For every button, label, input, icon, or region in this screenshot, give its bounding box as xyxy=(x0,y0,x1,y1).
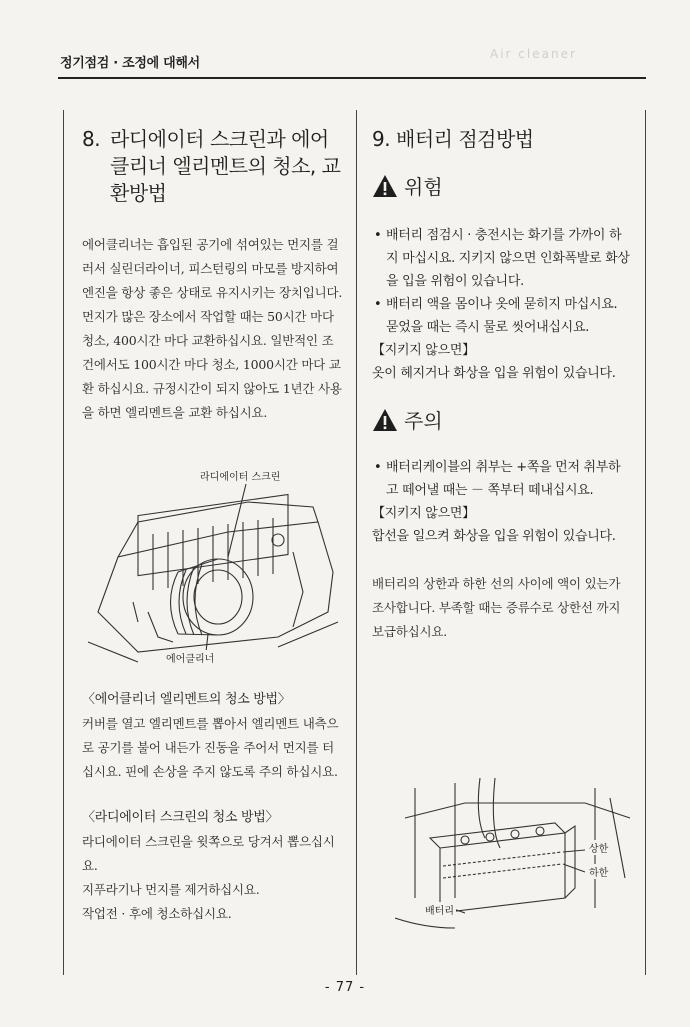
section-8-intro: 에어클리너는 흡입된 공기에 섞여있는 먼지를 걸러서 실린더라이너, 피스턴링의 마모를 방지하여 엔진을 항상 좋은 상태로 유지시키는 장치입니다. 먼지가 많은 장소에서 작업할 때는 50시간 마다 청소, 400시간 마다 교환하십시요. 일반적인 조건에서도 100시간 마다 청소, 1000시간 마다 교환 하십시요. 규정시간이 되지 않아도 1년간 사용을 하면 엘리멘트을 교환 하십시요. xyxy=(82,237,343,420)
page-number: - 77 - xyxy=(324,980,366,995)
label-radiator-screen: 라디에이터 스크린 xyxy=(198,468,282,483)
header-rule xyxy=(58,77,646,79)
section-9-title xyxy=(372,126,632,153)
header-faint-text: Air cleaner xyxy=(490,47,577,61)
caution-ifnot-label: 【지키지 않으면】 xyxy=(372,506,475,521)
battery-figure xyxy=(395,778,635,938)
label-upper-level: 상한 xyxy=(587,840,610,855)
danger-heading xyxy=(372,171,632,200)
column-rule-right xyxy=(645,110,646,975)
danger-ifnot-text: 옷이 헤지거나 화상을 입을 위험이 있습니다. xyxy=(372,366,616,381)
page-header-title: 정기점검 · 조정에 대해서 xyxy=(60,56,200,71)
caution-item: • 배터리케이블의 취부는 +쪽을 먼저 취부하고 떼어낼 때는 － 쪽부터 떼내십시요. xyxy=(372,456,632,502)
column-rule-left xyxy=(63,110,64,975)
air-cleaner-figure xyxy=(78,462,346,672)
label-lower-level: 하한 xyxy=(587,864,610,879)
sub2-line1: 라디에이터 스크린을 윗쪽으로 당겨서 뽑으십시요. xyxy=(82,834,335,873)
danger-ifnot-label: 【지키지 않으면】 xyxy=(372,343,475,358)
caution-list xyxy=(372,456,632,502)
danger-list xyxy=(372,224,632,316)
sub1-title: 〈에어클리너 엘리멘트의 청소 방법〉 xyxy=(82,692,291,707)
warning-triangle-icon xyxy=(372,174,398,198)
sub2-line2: 지푸라기나 먼지를 제거하십시요. xyxy=(82,882,260,897)
air-cleaner-illustration xyxy=(78,462,346,672)
section-8-number: 8. xyxy=(82,127,101,151)
left-subsections xyxy=(82,688,344,926)
section-9-title-text: 배터리 점검방법 xyxy=(396,127,534,151)
danger-label: 위험 xyxy=(404,175,443,199)
danger-item: • 배터리 점검시 · 충전시는 화기를 가까이 하지 마십시요. 지키지 않으면 인화폭발로 화상을 입을 위험이 있습니다. xyxy=(372,224,632,293)
danger-item: • 배터리 액을 몸이나 옷에 묻히지 마십시요. xyxy=(372,293,632,316)
section-9-number: 9. xyxy=(372,127,391,151)
sub2-line3: 작업전 · 후에 청소하십시요. xyxy=(82,906,232,921)
caution-triangle-icon xyxy=(372,408,398,432)
section-8-title xyxy=(82,126,344,207)
right-column xyxy=(372,126,632,644)
caution-ifnot-text: 합선을 일으켜 화상을 입을 위험이 있습니다. xyxy=(372,529,616,544)
danger-followup: 묻었을 때는 즉시 물로 씻어내십시요. xyxy=(386,320,590,335)
left-column xyxy=(82,126,344,425)
section-8-title-text: 라디에이터 스크린과 에어클리너 엘리멘트의 청소, 교환방법 xyxy=(110,127,341,205)
sub1-body: 커버를 열고 엘리멘트를 뽑아서 엘리멘트 내측으로 공기를 불어 내든가 진동을 주어서 먼지를 터십시요. 핀에 손상을 주지 않도록 주의 하십시요. xyxy=(82,716,339,779)
column-rule-middle xyxy=(356,110,357,975)
label-air-cleaner: 에어클리너 xyxy=(164,650,216,665)
caution-label: 주의 xyxy=(404,409,443,433)
sub2-title: 〈라디에이터 스크린의 청소 방법〉 xyxy=(82,810,279,825)
battery-check-text: 배터리의 상한과 하한 선의 사이에 액이 있는가 조사합니다. 부족할 때는 증류수로 상한선 까지 보급하십시요. xyxy=(372,576,621,639)
label-battery: 배터리 xyxy=(423,902,456,917)
caution-heading xyxy=(372,405,632,434)
